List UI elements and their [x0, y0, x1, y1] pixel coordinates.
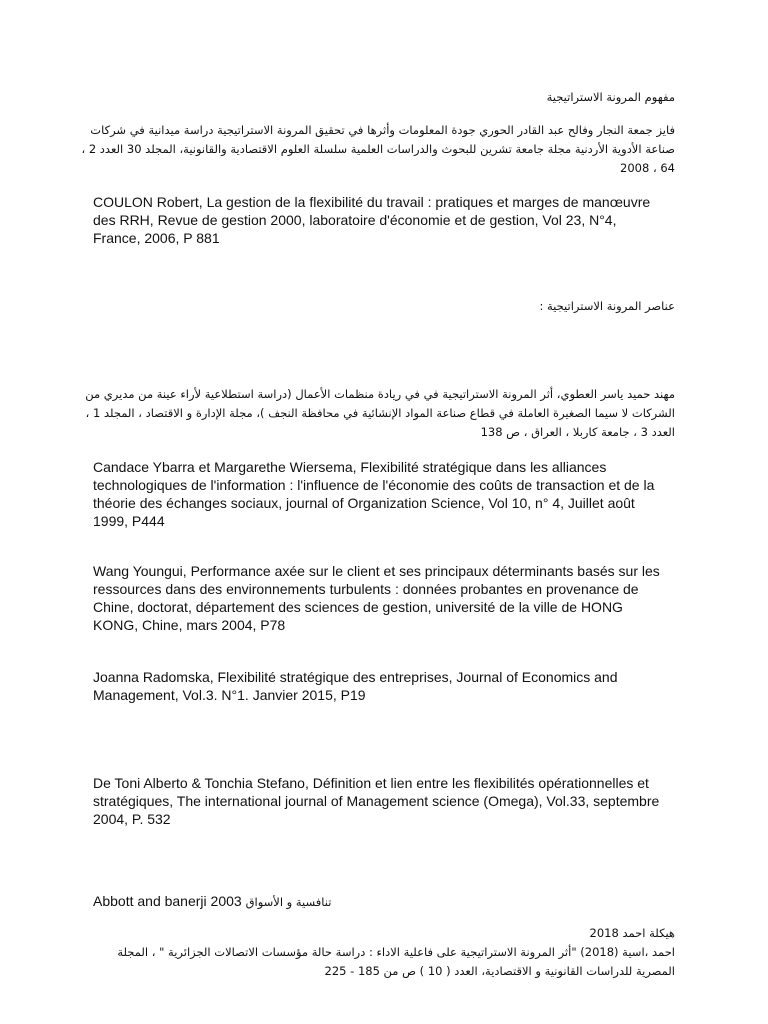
reference-line: KONG, Chine, mars 2004, P78	[93, 617, 286, 633]
reference-line: الشركات لا سيما الصغيرة العاملة في قطاع صناعة المواد الإنشائية في محافظة النجف )، مجلة الإدارة و الاقتصاد ، المجلد 1 ،	[85, 406, 675, 420]
reference-line: المصرية للدراسات القانونية و الاقتصادية، العدد ( 10 ) ص من 185 - 225	[324, 964, 675, 978]
reference-line: Chine, doctorat, département des sciences de gestion, université de la ville de HONG	[93, 599, 623, 615]
reference-line: هيكلة احمد 2018	[589, 926, 675, 940]
reference-line: technologiques de l'information : l'influence de l'économie des coûts de transaction et de la	[93, 477, 655, 493]
reference-line: 1999, P444	[93, 513, 165, 529]
reference-line: ressources dans des environnements turbulents : données probantes en provenance de	[93, 581, 639, 597]
reference-line: Wang Youngui, Performance axée sur le client et ses principaux déterminants basés sur les	[93, 563, 660, 579]
reference-arabic-ahmed	[75, 924, 675, 981]
reference-ybarra	[93, 458, 678, 530]
section-title-strategic-flexibility-concept	[75, 88, 675, 107]
section-title-text: عناصر المرونة الاستراتيجية :	[539, 299, 675, 313]
reference-arabic-part: تنافسية و الأسواق	[245, 895, 332, 909]
section-title-text: مفهوم المرونة الاستراتيجية	[546, 90, 675, 104]
reference-arabic-atawi	[75, 385, 675, 442]
reference-wang	[93, 562, 678, 634]
reference-line: احمد ،اسية (2018) "أثر المرونة الاستراتيجية على فاعلية الاداء : دراسة حالة مؤسسات الاتصالات الجزائرية " ، المجلة	[117, 945, 675, 959]
reference-line: فايز جمعة النجار وفالح عبد القادر الحوري جودة المعلومات وأثرها في تحقيق المرونة الاستراتيجية دراسة ميدانية في شركات	[90, 123, 675, 137]
reference-line: 2004, P. 532	[93, 811, 171, 827]
reference-line: Management, Vol.3. N°1. Janvier 2015, P19	[93, 687, 366, 703]
reference-de-toni	[93, 774, 678, 828]
reference-arabic-najjar	[75, 121, 675, 178]
reference-line: De Toni Alberto & Tonchia Stefano, Définition et lien entre les flexibilités opérationnelles et	[93, 775, 649, 791]
reference-coulon	[93, 193, 678, 247]
reference-line: Joanna Radomska, Flexibilité stratégique des entreprises, Journal of Economics and	[93, 669, 618, 685]
reference-latin-part: Abbott and banerji 2003	[93, 893, 242, 909]
reference-line: théorie des échanges sociaux, journal of Organization Science, Vol 10, n° 4, Juillet août	[93, 495, 635, 511]
reference-line: مهند حميد ياسر العطوي، أثر المرونة الاستراتيجية في في ريادة منظمات الأعمال (دراسة استطلاعية لأراء عينة من مديري من	[85, 387, 675, 401]
reference-line: stratégiques, The international journal of Management science (Omega), Vol.33, septembre	[93, 793, 660, 809]
reference-line: Candace Ybarra et Margarethe Wiersema, Flexibilité stratégique dans les alliances	[93, 459, 607, 475]
section-title-strategic-flexibility-elements	[75, 297, 675, 316]
reference-line: 64 ، 2008	[620, 161, 675, 175]
reference-line: des RRH, Revue de gestion 2000, laboratoire d'économie et de gestion, Vol 23, N°4,	[93, 212, 617, 228]
reference-radomska	[93, 668, 678, 704]
reference-abbott	[93, 892, 331, 911]
reference-line: صناعة الأدوية الأردنية مجلة جامعة تشرين للبحوث والدراسات العلمية سلسلة العلوم الاقتصادية والقانونية، المجلد 30 العدد 2 ،	[81, 142, 675, 156]
reference-line: COULON Robert, La gestion de la flexibilité du travail : pratiques et marges de manœuvre	[93, 194, 651, 210]
reference-line: العدد 3 ، جامعة كاربلا ، العراق ، ص 138	[480, 425, 675, 439]
reference-line: France, 2006, P 881	[93, 230, 220, 246]
